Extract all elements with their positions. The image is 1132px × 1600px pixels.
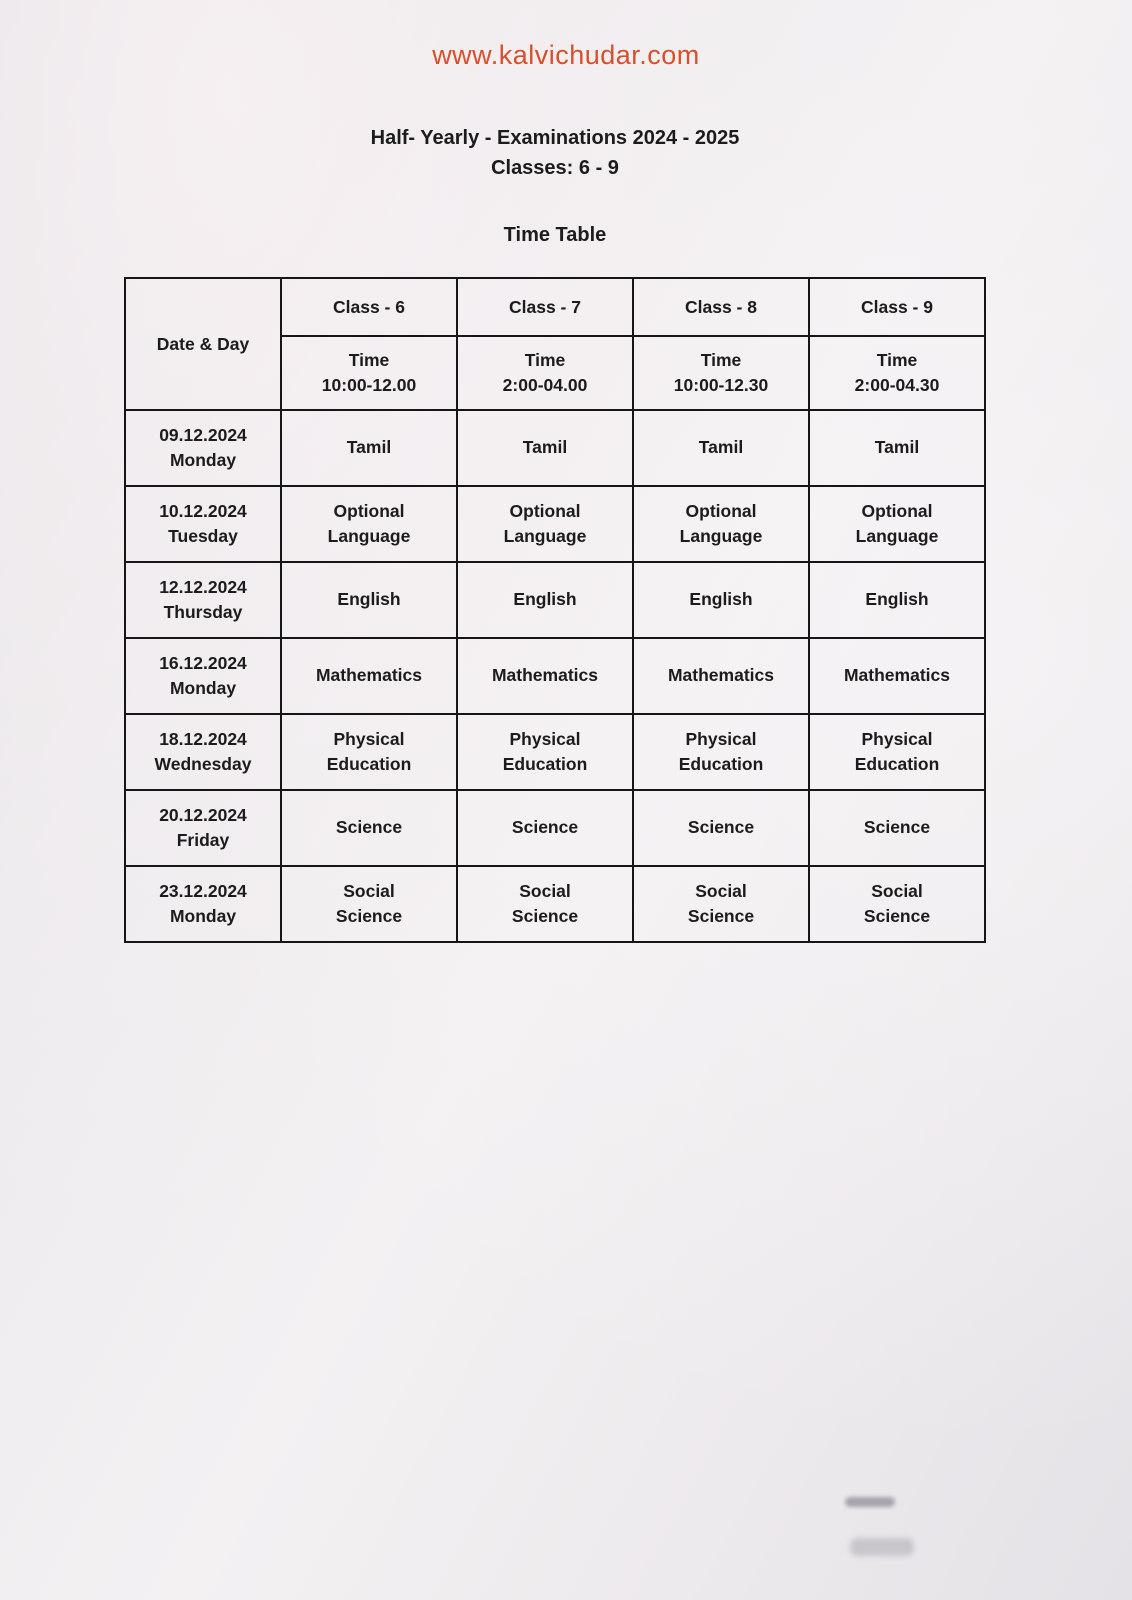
subject-cell: Science — [457, 790, 633, 866]
table-row — [125, 866, 985, 942]
date-day-header: Date & Day — [125, 278, 281, 410]
day-text: Thursday — [163, 602, 243, 622]
table-row — [125, 486, 985, 562]
subject-cell: Mathematics — [809, 638, 985, 714]
subject-cell: Physical Education — [809, 714, 985, 790]
day-text: Monday — [169, 450, 237, 470]
date-text: 09.12.2024 — [159, 424, 247, 445]
table-row — [125, 790, 985, 866]
subject-cell: Science — [281, 790, 457, 866]
classes-line: Classes: 6 - 9 — [491, 157, 619, 179]
subject-cell: Optional Language — [633, 486, 809, 562]
date-text: 20.12.2024 — [159, 804, 247, 825]
subject-cell: Social Science — [633, 866, 809, 942]
class-9-header: Class - 9 — [809, 278, 985, 336]
time-value: 10:00-12.30 — [673, 375, 769, 395]
table-row — [125, 714, 985, 790]
exam-timetable — [124, 277, 986, 943]
subject-cell: Mathematics — [281, 638, 457, 714]
subject-cell: Science — [633, 790, 809, 866]
subject-cell: Science — [809, 790, 985, 866]
time-label: Time — [348, 349, 390, 370]
subject-cell: English — [633, 562, 809, 638]
subject-cell: English — [281, 562, 457, 638]
exam-title: Half- Yearly - Examinations 2024 - 2025 — [370, 127, 740, 149]
headings-block — [124, 127, 986, 247]
date-cell — [125, 714, 281, 790]
time-header-class8 — [633, 336, 809, 410]
date-text: 16.12.2024 — [159, 652, 247, 673]
table-row — [125, 638, 985, 714]
time-header-class9 — [809, 336, 985, 410]
subject-cell: Optional Language — [281, 486, 457, 562]
date-cell — [125, 486, 281, 562]
time-label: Time — [524, 349, 566, 370]
date-text: 12.12.2024 — [159, 576, 247, 597]
time-value: 2:00-04.30 — [854, 375, 940, 395]
subject-cell: Physical Education — [633, 714, 809, 790]
subject-cell: Optional Language — [457, 486, 633, 562]
date-cell — [125, 410, 281, 486]
date-text: 23.12.2024 — [159, 880, 247, 901]
subject-cell: Social Science — [457, 866, 633, 942]
website-url: www.kalvichudar.com — [432, 40, 700, 70]
time-header-class7 — [457, 336, 633, 410]
subject-cell: Mathematics — [457, 638, 633, 714]
class-header-row — [125, 278, 985, 336]
day-text: Monday — [169, 906, 237, 926]
scan-artifact — [850, 1538, 914, 1556]
time-value: 2:00-04.00 — [502, 375, 588, 395]
day-text: Tuesday — [168, 526, 238, 546]
subject-cell: English — [809, 562, 985, 638]
subject-cell: Tamil — [281, 410, 457, 486]
class-6-header: Class - 6 — [281, 278, 457, 336]
subject-cell: Optional Language — [809, 486, 985, 562]
class-7-header: Class - 7 — [457, 278, 633, 336]
table-row — [125, 562, 985, 638]
day-text: Friday — [176, 830, 230, 850]
date-text: 10.12.2024 — [159, 500, 247, 521]
subject-cell: Social Science — [809, 866, 985, 942]
date-text: 18.12.2024 — [159, 728, 247, 749]
subject-cell: Tamil — [809, 410, 985, 486]
day-text: Wednesday — [154, 754, 252, 774]
subject-cell: Tamil — [457, 410, 633, 486]
time-value: 10:00-12.00 — [321, 375, 417, 395]
date-cell — [125, 562, 281, 638]
scan-artifact — [845, 1497, 895, 1507]
subject-cell: Physical Education — [457, 714, 633, 790]
subject-cell: English — [457, 562, 633, 638]
class-8-header: Class - 8 — [633, 278, 809, 336]
subject-cell: Mathematics — [633, 638, 809, 714]
date-cell — [125, 866, 281, 942]
time-label: Time — [700, 349, 742, 370]
subject-cell: Tamil — [633, 410, 809, 486]
table-row — [125, 410, 985, 486]
date-cell — [125, 790, 281, 866]
subject-cell: Social Science — [281, 866, 457, 942]
day-text: Monday — [169, 678, 237, 698]
timetable-label: Time Table — [503, 224, 607, 246]
time-header-class6 — [281, 336, 457, 410]
time-label: Time — [876, 349, 918, 370]
subject-cell: Physical Education — [281, 714, 457, 790]
date-cell — [125, 638, 281, 714]
